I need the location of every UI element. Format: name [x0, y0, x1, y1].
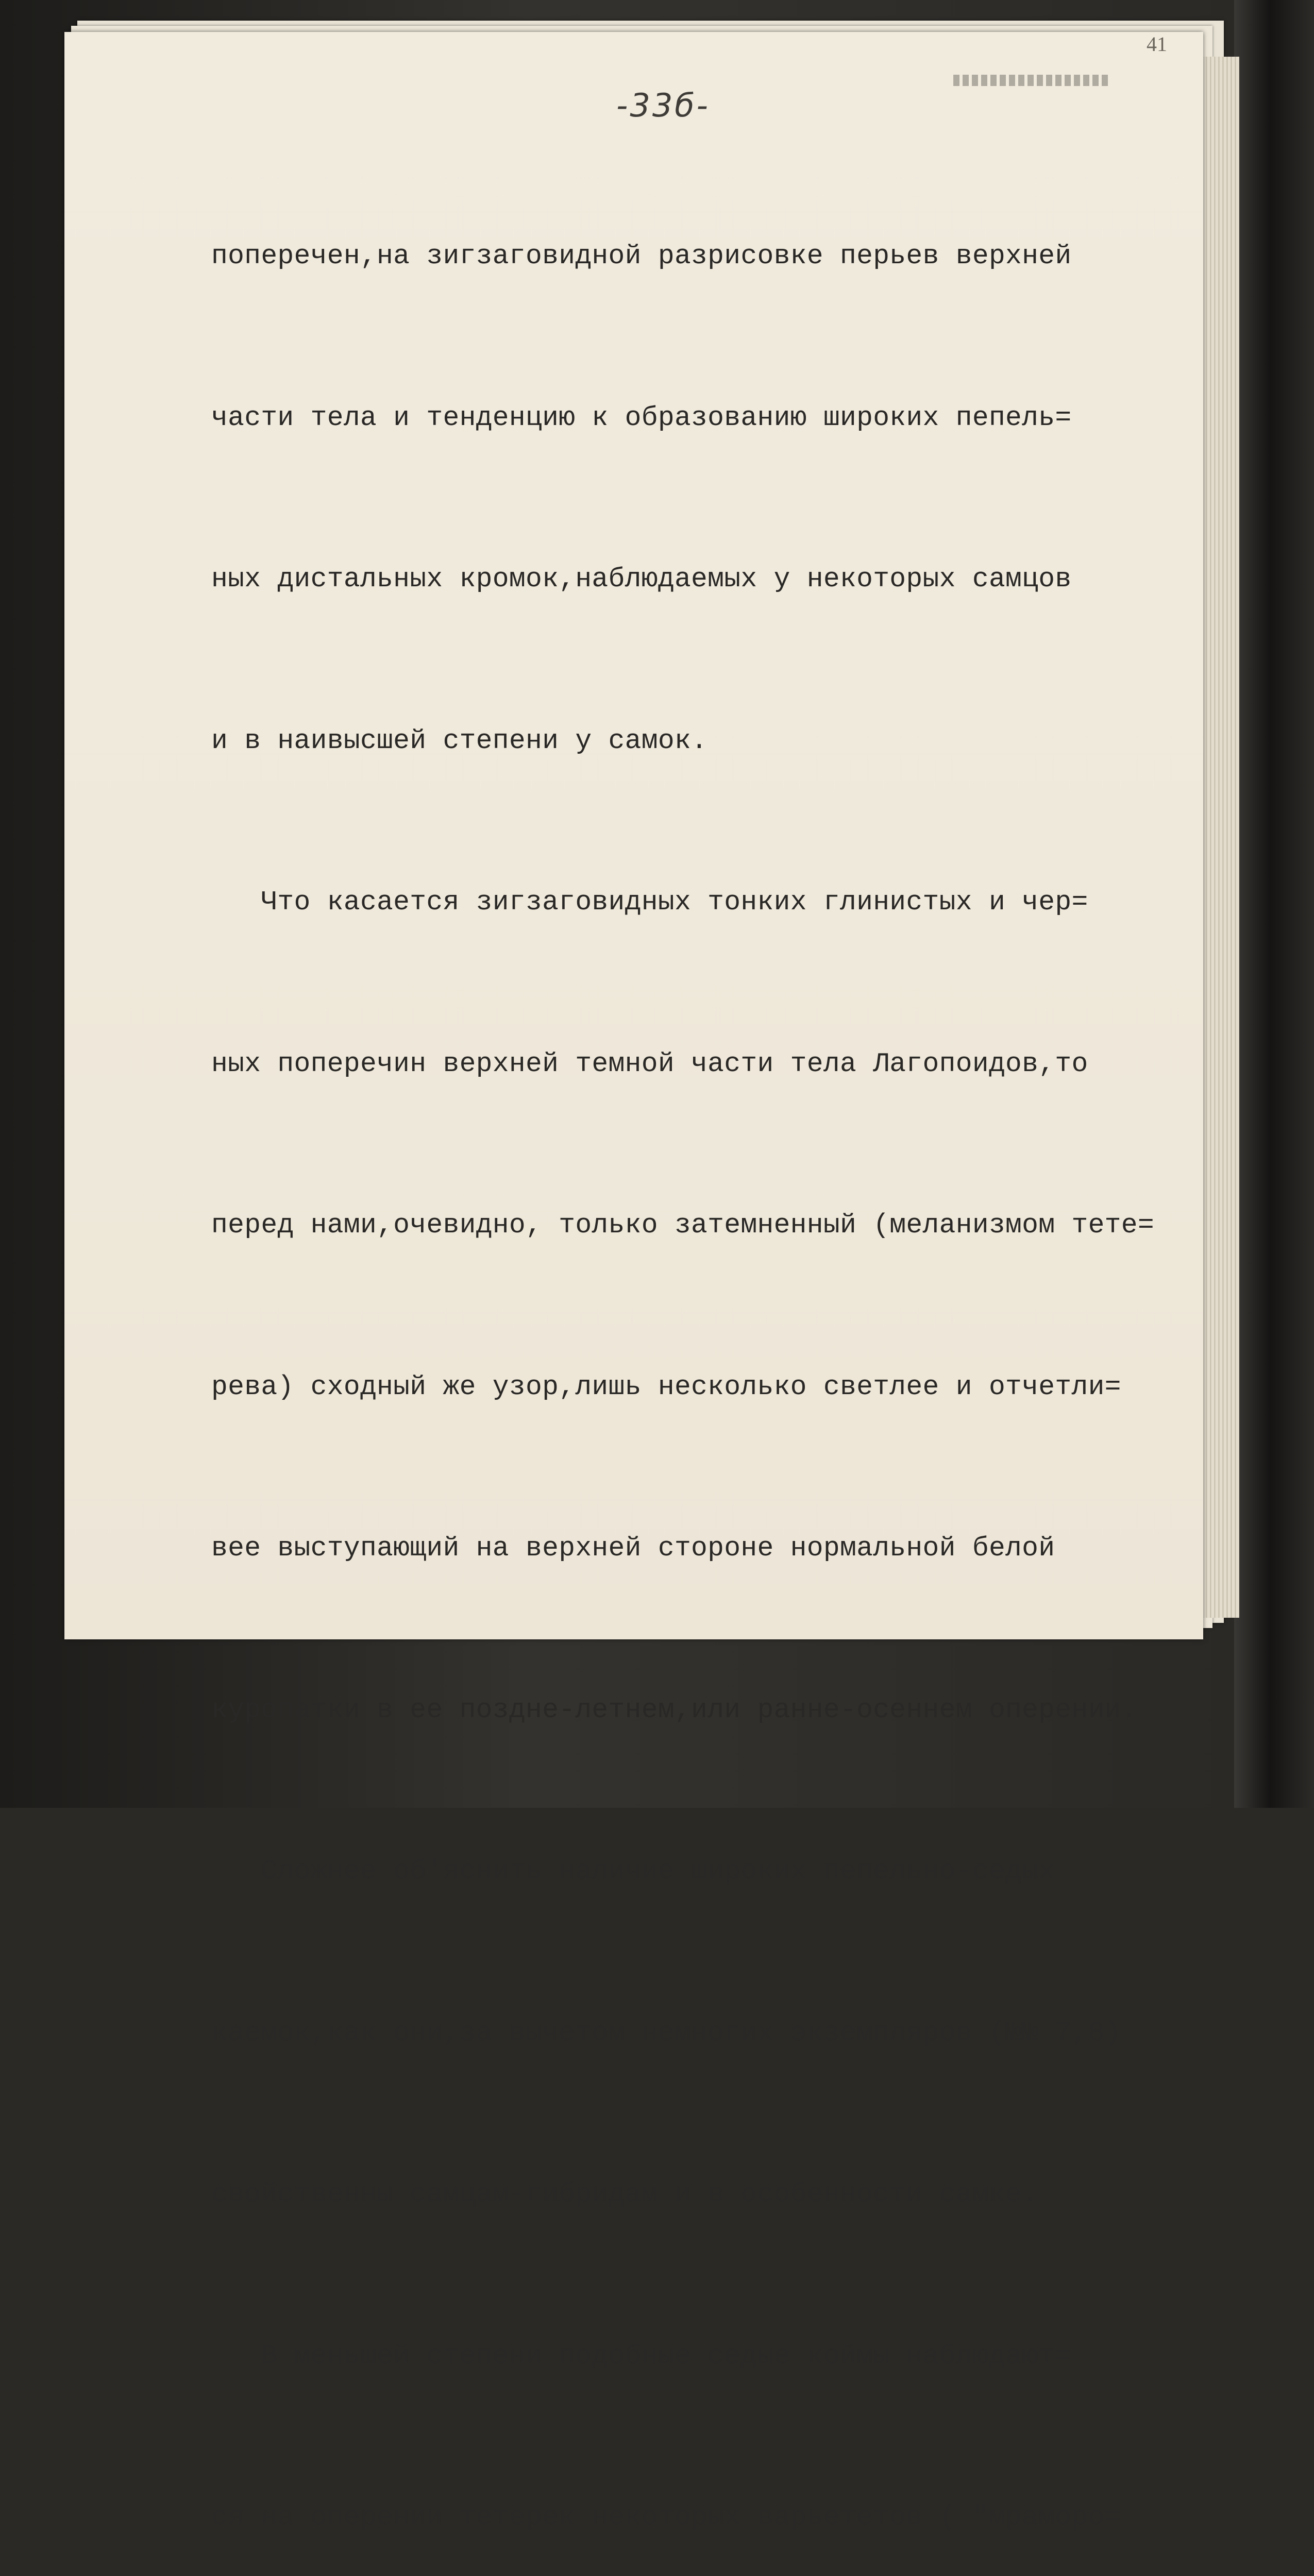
text-line: перед нами,очевидно, только затемненный (меланизмом тете=: [211, 1210, 1154, 1241]
text-line: ных поперечин верхней темной части тела Лагопоидов,то: [211, 1048, 1088, 1079]
text-line: ся на оперении тетерек некоторых варьететов ( "мраморо=: [211, 2502, 1121, 2533]
text-line: Сложнее об'яснить наличие широких пепельно-седых: [211, 1856, 1055, 1887]
corner-page-number: 41: [1147, 32, 1167, 56]
text-line: свойственны самцам-гибридам и в особенности самке.: [211, 2179, 1039, 2210]
page-stack-edges: [1203, 57, 1239, 1618]
text-line: рева) сходный же узор,лишь несколько светлее и отчетли=: [211, 1371, 1121, 1402]
text-line: ных дистальных кромок,наблюдаемых у некоторых самцов: [211, 564, 1072, 595]
text-line: части тела и тенденцию к образованию широких пепель=: [211, 402, 1072, 433]
page-number: -33б-: [616, 87, 710, 124]
bleed-through-text: [953, 75, 1108, 86]
text-line: Что касается зигзаговидных тонких глинистых и чер=: [211, 887, 1088, 918]
text-line: вее выступающий на верхней стороне нормальной белой: [211, 1533, 1055, 1564]
text-line: куропатки в ее поздне-летнем,или ранне-осеннем оперении.: [211, 1694, 1138, 1725]
text-line: поперечен,на зигзаговидной разрисовке перьев верхней: [211, 241, 1072, 272]
text-line: В меньшей степени подобные седые коймы наблюдают=: [211, 2340, 1072, 2371]
text-line: каемок,как они,за вычетом немногих экземпляров (№№ 7,8): [211, 2017, 1121, 2048]
typed-body-text: [211, 122, 1206, 2576]
book-binding: [1234, 0, 1314, 1808]
text-line: и в наивысшей степени у самок.: [211, 725, 708, 756]
